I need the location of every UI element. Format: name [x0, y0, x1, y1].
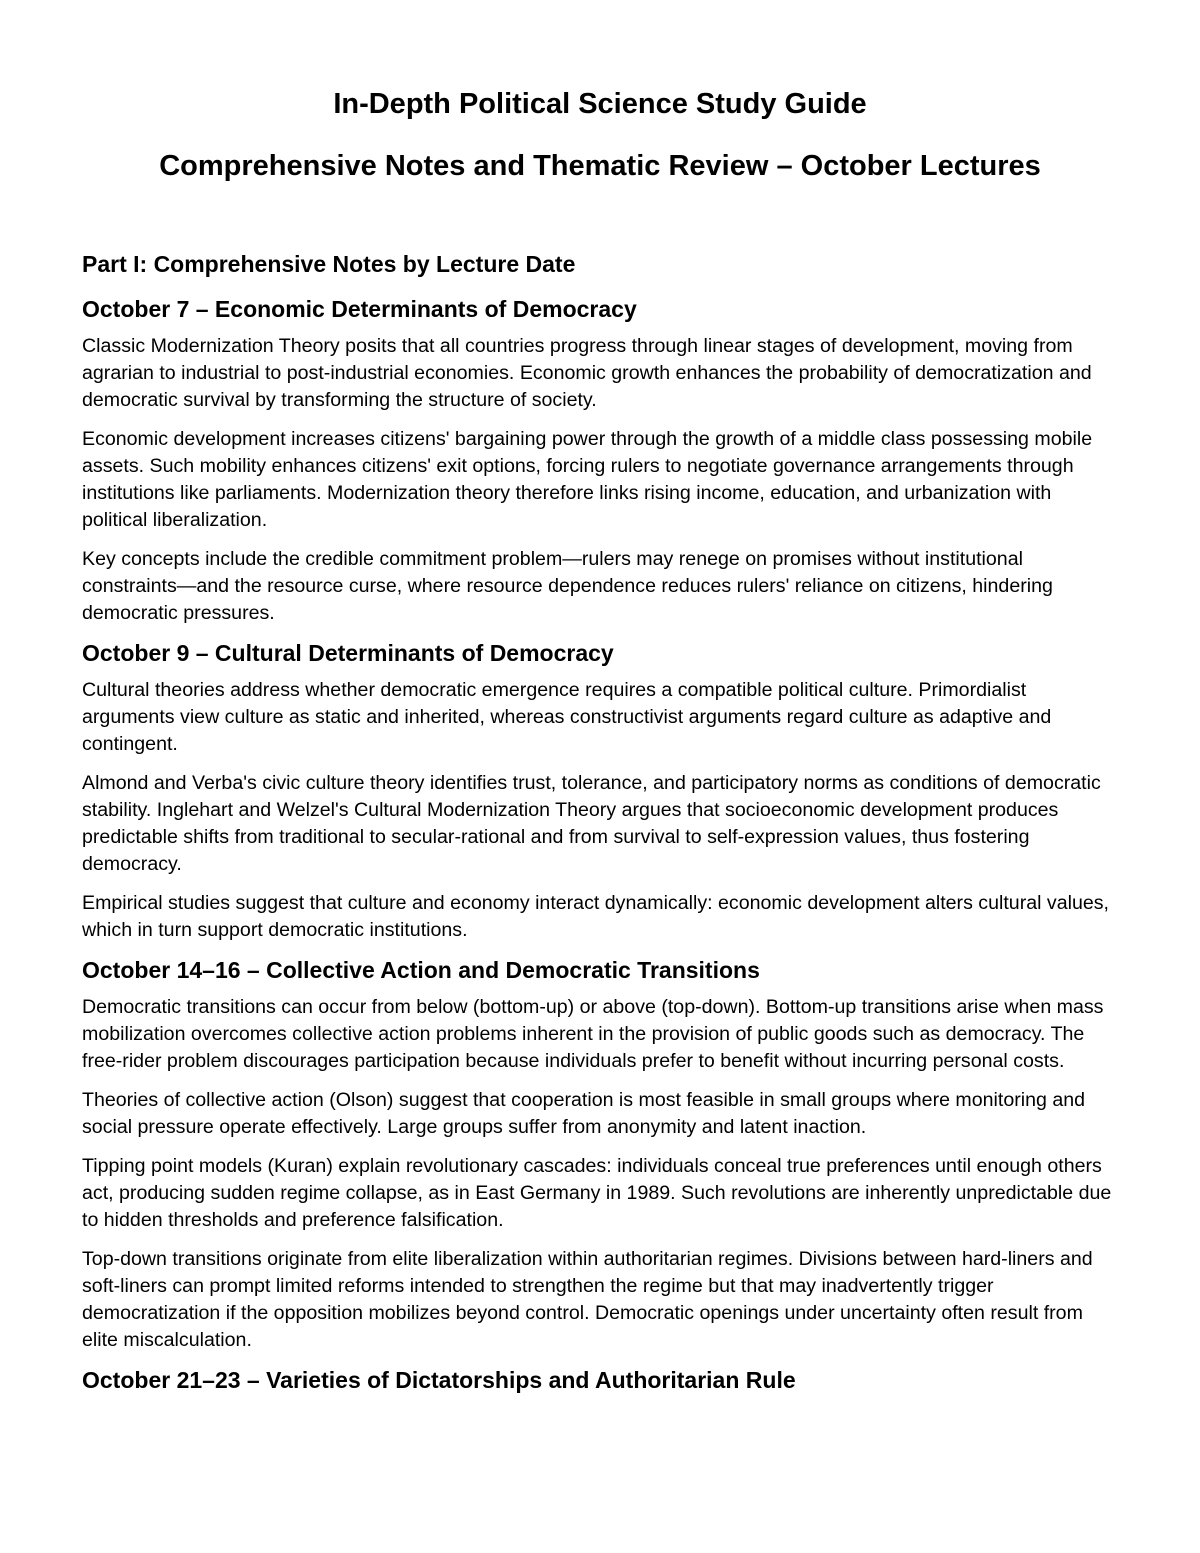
paragraph: Tipping point models (Kuran) explain revolutionary cascades: individuals conceal true preferences until enough others act, producing sudden regime collapse, as in East Germany in 1989. Such revolutions are inherently unpredictable due to hidden thresholds and preference falsification. [82, 1155, 1112, 1231]
document-title: In-Depth Political Science Study Guide [333, 88, 867, 120]
paragraph: Key concepts include the credible commitment problem—rulers may renege on promises without institutional constraints—and the resource curse, where resource dependence reduces rulers' reliance on citizens, hindering democratic pressures. [82, 548, 1053, 624]
section-october-14-16 [82, 956, 1122, 1354]
section-heading: October 9 – Cultural Determinants of Democracy [82, 640, 614, 666]
paragraph: Cultural theories address whether democratic emergence requires a compatible political culture. Primordialist arguments view culture as static and inherited, whereas constructivist arguments regard culture as adaptive and contingent. [82, 679, 1052, 755]
paragraph: Classic Modernization Theory posits that all countries progress through linear stages of development, moving from agrarian to industrial to post-industrial economies. Economic growth enhances the probability of democratization and democratic survival by transforming the structure of society. [82, 335, 1092, 411]
paragraph: Empirical studies suggest that culture and economy interact dynamically: economic development alters cultural values, which in turn support democratic institutions. [82, 892, 1109, 941]
section-october-21-23 [82, 1366, 1122, 1394]
paragraph: Almond and Verba's civic culture theory identifies trust, tolerance, and participatory norms as conditions of democratic stability. Inglehart and Welzel's Cultural Modernization Theory argues that socioeconomic development produces predictable shifts from traditional to secular-rational and from survival to self-expression values, thus fostering democracy. [82, 772, 1101, 875]
section-heading: October 14–16 – Collective Action and Democratic Transitions [82, 957, 760, 983]
section-october-7 [82, 295, 1122, 627]
document-body [82, 250, 1122, 1404]
section-heading: October 21–23 – Varieties of Dictatorships and Authoritarian Rule [82, 1367, 796, 1393]
document-subtitle: Comprehensive Notes and Thematic Review – October Lectures [159, 150, 1041, 182]
section-october-9 [82, 639, 1122, 944]
paragraph: Theories of collective action (Olson) suggest that cooperation is most feasible in small groups where monitoring and social pressure operate effectively. Large groups suffer from anonymity and latent inaction. [82, 1089, 1086, 1138]
paragraph: Economic development increases citizens' bargaining power through the growth of a middle class possessing mobile assets. Such mobility enhances citizens' exit options, forcing rulers to negotiate governance arrangements through institutions like parliaments. Modernization theory therefore links rising income, education, and urbanization with political liberalization. [82, 428, 1093, 531]
part-heading: Part I: Comprehensive Notes by Lecture Date [82, 251, 576, 277]
section-heading: October 7 – Economic Determinants of Democracy [82, 296, 637, 322]
paragraph: Democratic transitions can occur from below (bottom-up) or above (top-down). Bottom-up transitions arise when mass mobilization overcomes collective action problems inherent in the provision of public goods such as democracy. The free-rider problem discourages participation because individuals prefer to benefit without incurring personal costs. [82, 996, 1104, 1072]
paragraph: Top-down transitions originate from elite liberalization within authoritarian regimes. Divisions between hard-liners and soft-liners can prompt limited reforms intended to strengthen the regime but that may inadvertently trigger democratization if the opposition mobilizes beyond control. Democratic openings under uncertainty often result from elite miscalculation. [82, 1248, 1093, 1351]
